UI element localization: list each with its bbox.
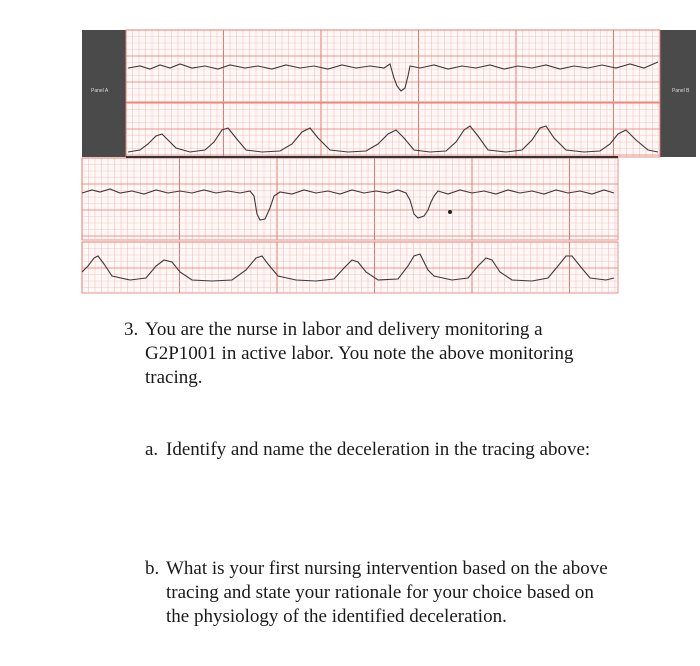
part-b-text: What is your first nursing intervention based on the above tracing and state your rationale for your choice based on the physiology of the identified deceleration. bbox=[166, 558, 608, 627]
grid-lines bbox=[82, 30, 660, 293]
fetal-monitor-strip bbox=[0, 0, 700, 300]
question-text: You are the nurse in labor and delivery monitoring a G2P1001 in active labor. You note the above monitoring tracing. bbox=[145, 319, 574, 388]
panel-a-label: Panel A bbox=[91, 88, 109, 94]
part-b-label: b. bbox=[145, 558, 160, 579]
part-a-label: a. bbox=[145, 439, 159, 460]
question-number: 3. bbox=[124, 319, 139, 340]
part-a-text: Identify and name the deceleration in the tracing above: bbox=[166, 439, 591, 460]
panel-b-label: Panel B bbox=[672, 88, 690, 94]
trace-dot bbox=[448, 210, 452, 214]
